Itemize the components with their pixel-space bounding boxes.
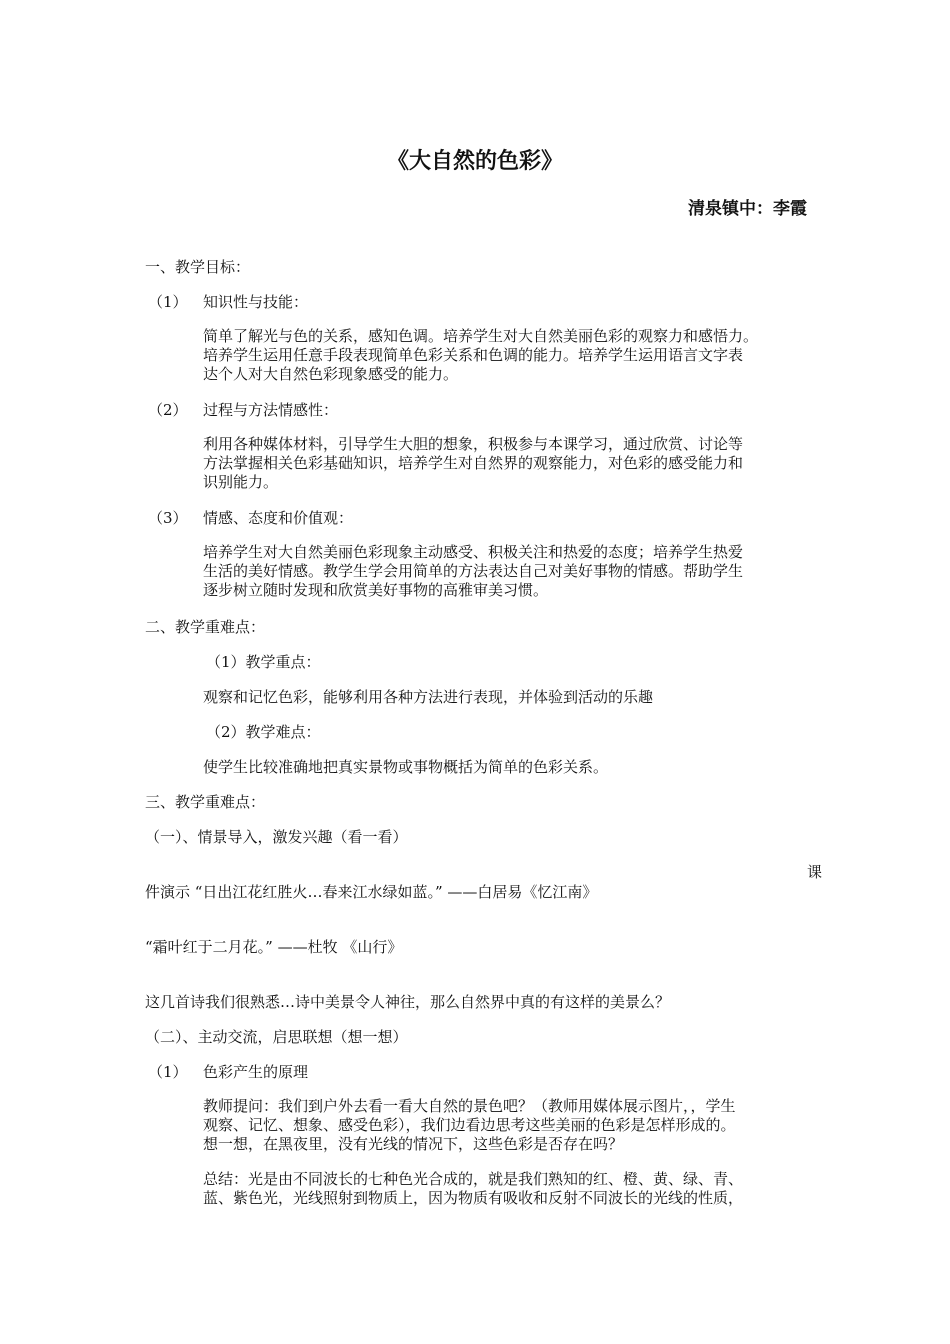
paragraph-line: 蓝、紫色光，光线照射到物质上，因为物质有吸收和反射不同波长的光线的性质， [203, 1189, 744, 1207]
document-title: 《大自然的色彩》 [386, 149, 563, 174]
dangling-character: 课 [807, 863, 823, 881]
paragraph-line: 逐步树立随时发现和欣赏美好事物的高雅审美习惯。 [203, 581, 549, 599]
item-1-number: （1） [148, 293, 188, 311]
paragraph-line: 达个人对大自然色彩现象感受的能力。 [203, 365, 459, 383]
difficult-point-label: （2）教学难点： [206, 723, 321, 741]
section-2-heading: 二、教学重难点： [145, 618, 266, 636]
paragraph-line: 方法掌握相关色彩基础知识，培养学生对自然界的观察能力，对色彩的感受能力和 [203, 454, 744, 472]
paragraph-line: 识别能力。 [203, 473, 279, 491]
paragraph-line: 观察、记忆、想象、感受色彩），我们边看边思考这些美丽的色彩是怎样形成的。 [203, 1116, 736, 1134]
paragraph-line: 简单了解光与色的关系，感知色调。培养学生对大自然美丽色彩的观察力和感悟力。 [203, 327, 759, 345]
item-1-paragraph [203, 327, 813, 384]
transition-text: 这几首诗我们很熟悉…诗中美景令人神往，那么自然界中真的有这样的美景么？ [145, 993, 671, 1011]
item-1-label: 知识性与技能： [203, 293, 309, 311]
item-2-paragraph [203, 435, 813, 492]
paragraph-line: 培养学生对大自然美丽色彩现象主动感受、积极关注和热爱的态度；培养学生热爱 [203, 543, 744, 561]
section-3-heading: 三、教学重难点： [145, 793, 266, 811]
item-3-label: 情感、态度和价值观： [203, 509, 354, 527]
difficult-point-text: 使学生比较准确地把真实景物或事物概括为简单的色彩关系。 [203, 758, 609, 776]
poem-line-2: “霜叶红于二月花。” ——杜牧 《山行》 [145, 938, 403, 956]
part-2-item-label: 色彩产生的原理 [203, 1063, 309, 1081]
item-3-number: （3） [148, 509, 188, 527]
part-2-item-number: （1） [148, 1063, 188, 1081]
summary-paragraph [203, 1170, 813, 1208]
item-2-number: （2） [148, 401, 188, 419]
key-point-text: 观察和记忆色彩，能够利用各种方法进行表现，并体验到活动的乐趣 [203, 688, 654, 706]
poem-line-1: 件演示 “日出江花红胜火…春来江水绿如蓝。” ——白居易《忆江南》 [145, 883, 598, 901]
paragraph-line: 总结：光是由不同波长的七种色光合成的，就是我们熟知的红、橙、黄、绿、青、 [203, 1170, 744, 1188]
key-point-label: （1）教学重点： [206, 653, 321, 671]
part-2-heading: （二）、主动交流，启思联想（想一想） [145, 1028, 408, 1046]
paragraph-line: 生活的美好情感。教学生学会用简单的方法表达自己对美好事物的情感。帮助学生 [203, 562, 744, 580]
paragraph-line: 想一想，在黑夜里，没有光线的情况下，这些色彩是否存在吗？ [203, 1135, 624, 1153]
section-1-heading: 一、教学目标： [145, 258, 251, 276]
paragraph-line: 培养学生运用任意手段表现简单色彩关系和色调的能力。培养学生运用语言文字表 [203, 346, 744, 364]
part-1-heading: （一）、情景导入，激发兴趣（看一看） [145, 828, 408, 846]
item-3-paragraph [203, 543, 813, 600]
author-line: 清泉镇中：李霞 [688, 199, 807, 219]
paragraph-line: 教师提问：我们到户外去看一看大自然的景色吧？（教师用媒体展示图片，，学生 [203, 1097, 736, 1115]
paragraph-line: 利用各种媒体材料，引导学生大胆的想象，积极参与本课学习，通过欣赏、讨论等 [203, 435, 744, 453]
item-2-label: 过程与方法情感性： [203, 401, 339, 419]
question-paragraph [203, 1097, 813, 1154]
